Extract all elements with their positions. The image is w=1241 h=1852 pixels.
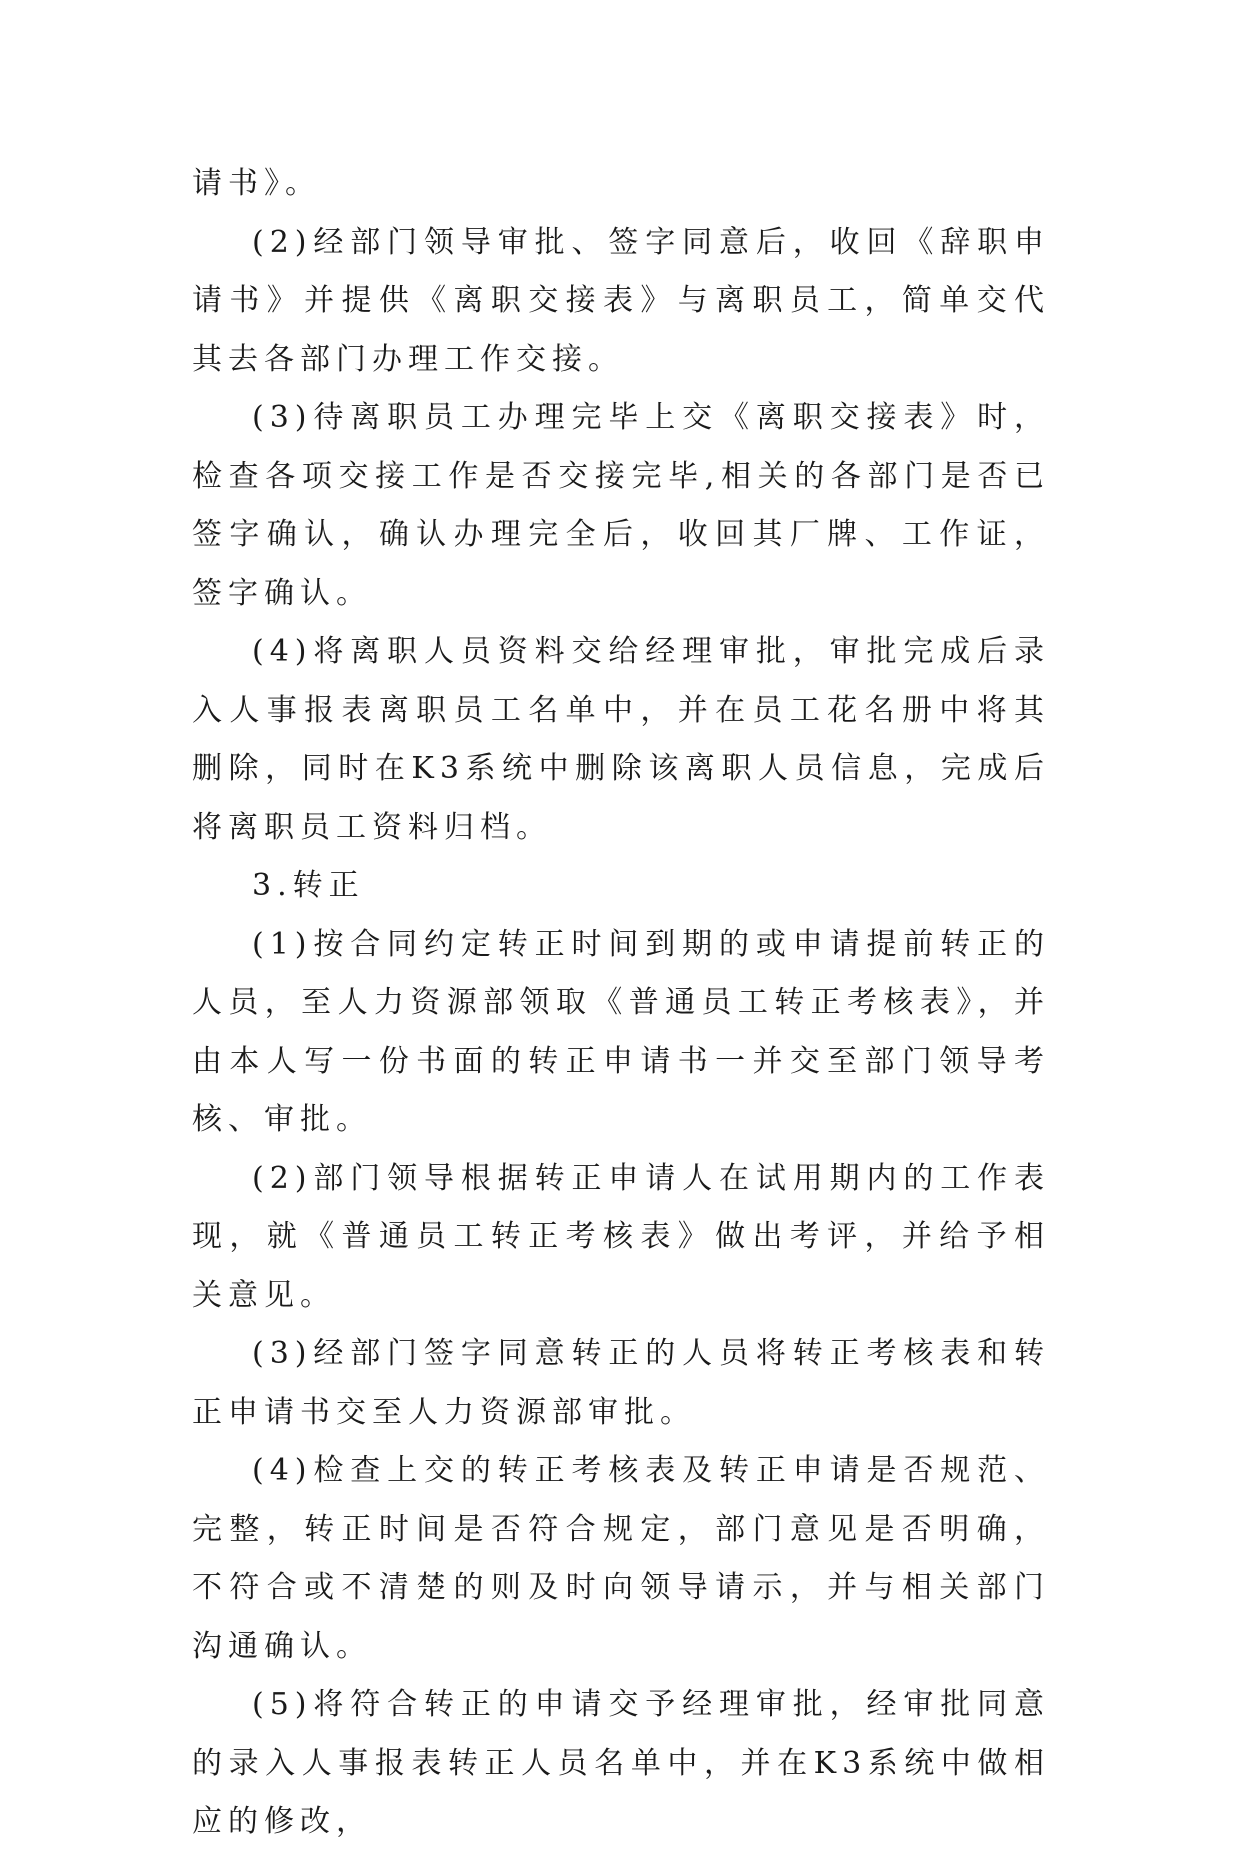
- paragraph-resignation-step-4: (4)将离职人员资料交给经理审批，审批完成后录入人事报表离职员工名单中，并在员工花名册中将其删除，同时在K3系统中删除该离职人员信息，完成后将离职员工资料归档。: [192, 634, 1050, 845]
- paragraph-resignation-step-3: (3)待离职员工办理完毕上交《离职交接表》时，检查各项交接工作是否交接完毕,相关的各部门是否已签字确认，确认办理完全后，收回其厂牌、工作证，签字确认。: [192, 400, 1050, 611]
- paragraph-probation-step-3: (3)经部门签字同意转正的人员将转正考核表和转正申请书交至人力资源部审批。: [192, 1336, 1050, 1430]
- paragraph-continuation: 请书》。: [192, 166, 321, 201]
- document-body: [192, 155, 1050, 1852]
- paragraph-probation-step-5: (5)将符合转正的申请交予经理审批，经审批同意的录入人事报表转正人员名单中，并在K3系统中做相应的修改，: [192, 1687, 1050, 1839]
- paragraph-resignation-step-2: (2)经部门领导审批、签字同意后，收回《辞职申请书》并提供《离职交接表》与离职员工，简单交代其去各部门办理工作交接。: [192, 224, 1050, 377]
- paragraph-probation-step-4: (4)检查上交的转正考核表及转正申请是否规范、完整，转正时间是否符合规定，部门意见是否明确，不符合或不清楚的则及时向领导请示，并与相关部门沟通确认。: [192, 1453, 1050, 1664]
- paragraph-probation-step-1: (1)按合同约定转正时间到期的或申请提前转正的人员，至人力资源部领取《普通员工转正考核表》，并由本人写一份书面的转正申请书一并交至部门领导考核、审批。: [192, 926, 1050, 1137]
- section-heading-probation: 3.转正: [252, 868, 365, 903]
- paragraph-probation-step-2: (2)部门领导根据转正申请人在试用期内的工作表现，就《普通员工转正考核表》做出考评，并给予相关意见。: [192, 1160, 1050, 1313]
